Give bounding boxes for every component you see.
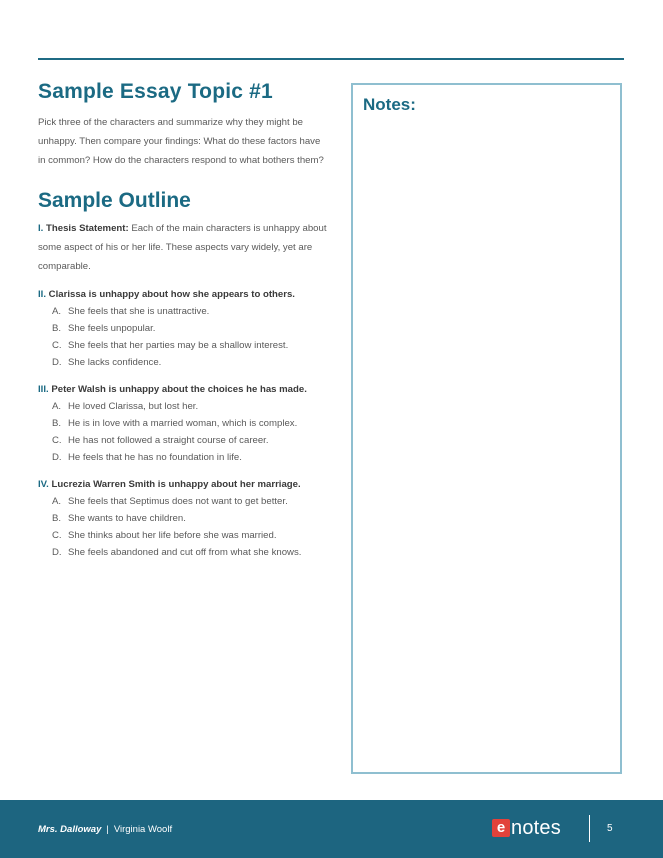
- section-heading-text: Clarissa is unhappy about how she appears to others.: [46, 289, 295, 300]
- footer-divider: [589, 815, 590, 842]
- footer-separator: |: [106, 824, 109, 835]
- section-numeral: IV.: [38, 479, 49, 490]
- sub-list: [38, 303, 330, 371]
- item-letter: C.: [52, 340, 62, 351]
- list-item: [38, 449, 330, 466]
- item-text: She feels that Septimus does not want to get better.: [68, 496, 288, 507]
- list-item: [38, 432, 330, 449]
- item-text: She lacks confidence.: [68, 357, 162, 368]
- section-heading: [38, 381, 330, 398]
- logo-e-icon: e: [492, 819, 510, 837]
- item-text: He loved Clarissa, but lost her.: [68, 401, 199, 412]
- list-item: [38, 398, 330, 415]
- section-heading-text: Lucrezia Warren Smith is unhappy about her marriage.: [48, 479, 301, 490]
- list-item: [38, 493, 330, 510]
- thesis-text: Each of the main characters is unhappy about some aspect of his or her life. These aspects vary widely, yet are comparable.: [38, 223, 327, 272]
- section-numeral: II.: [38, 289, 46, 300]
- item-letter: B.: [52, 513, 62, 524]
- outline-section: [38, 286, 330, 371]
- sub-list: [38, 398, 330, 466]
- item-text: She feels that she is unattractive.: [68, 306, 210, 317]
- topic-title: Sample Essay Topic #1: [38, 80, 273, 103]
- item-text: He feels that he has no foundation in life.: [68, 452, 242, 463]
- sub-list: [38, 493, 330, 561]
- topic-body: Pick three of the characters and summarize why they might be unhappy. Then compare your findings: What do these factors have in common? How do the characters respond to what bothers them?: [38, 117, 324, 166]
- logo-wordmark: notes: [511, 816, 561, 839]
- item-letter: B.: [52, 418, 62, 429]
- book-title: Mrs. Dalloway: [38, 824, 102, 835]
- notes-box: [351, 83, 622, 774]
- item-letter: B.: [52, 323, 62, 334]
- list-item: [38, 354, 330, 371]
- item-text: She feels abandoned and cut off from what she knows.: [68, 547, 302, 558]
- page-number: 5: [607, 823, 613, 834]
- item-letter: C.: [52, 530, 62, 541]
- footer: [0, 800, 663, 858]
- list-item: [38, 303, 330, 320]
- item-letter: D.: [52, 357, 62, 368]
- item-letter: A.: [52, 306, 62, 317]
- list-item: [38, 337, 330, 354]
- left-column: [38, 80, 330, 561]
- list-item: [38, 415, 330, 432]
- list-item: [38, 544, 330, 561]
- section-heading: [38, 476, 330, 493]
- list-item: [38, 320, 330, 337]
- top-rule: [38, 58, 624, 60]
- item-letter: A.: [52, 401, 62, 412]
- thesis-label: Thesis Statement:: [46, 223, 129, 234]
- item-letter: D.: [52, 452, 62, 463]
- list-item: [38, 527, 330, 544]
- item-text: She thinks about her life before she was married.: [68, 530, 277, 541]
- outline-title: Sample Outline: [38, 189, 191, 212]
- item-text: He is in love with a married woman, which is complex.: [68, 418, 298, 429]
- item-text: She wants to have children.: [68, 513, 186, 524]
- item-letter: C.: [52, 435, 62, 446]
- section-heading-text: Peter Walsh is unhappy about the choices he has made.: [48, 384, 307, 395]
- footer-citation: [38, 824, 172, 835]
- item-letter: A.: [52, 496, 62, 507]
- author-name: Virginia Woolf: [113, 824, 173, 835]
- item-letter: D.: [52, 547, 62, 558]
- thesis-numeral: I.: [38, 223, 44, 234]
- list-item: [38, 510, 330, 527]
- thesis-statement: [38, 219, 330, 276]
- section-numeral: III.: [38, 384, 49, 395]
- item-text: She feels that her parties may be a shallow interest.: [68, 340, 289, 351]
- notes-title: Notes:: [363, 95, 416, 114]
- outline-section: [38, 381, 330, 466]
- item-text: She feels unpopular.: [68, 323, 156, 334]
- item-text: He has not followed a straight course of career.: [68, 435, 269, 446]
- outline-section: [38, 476, 330, 561]
- section-heading: [38, 286, 330, 303]
- enotes-logo: [492, 817, 561, 839]
